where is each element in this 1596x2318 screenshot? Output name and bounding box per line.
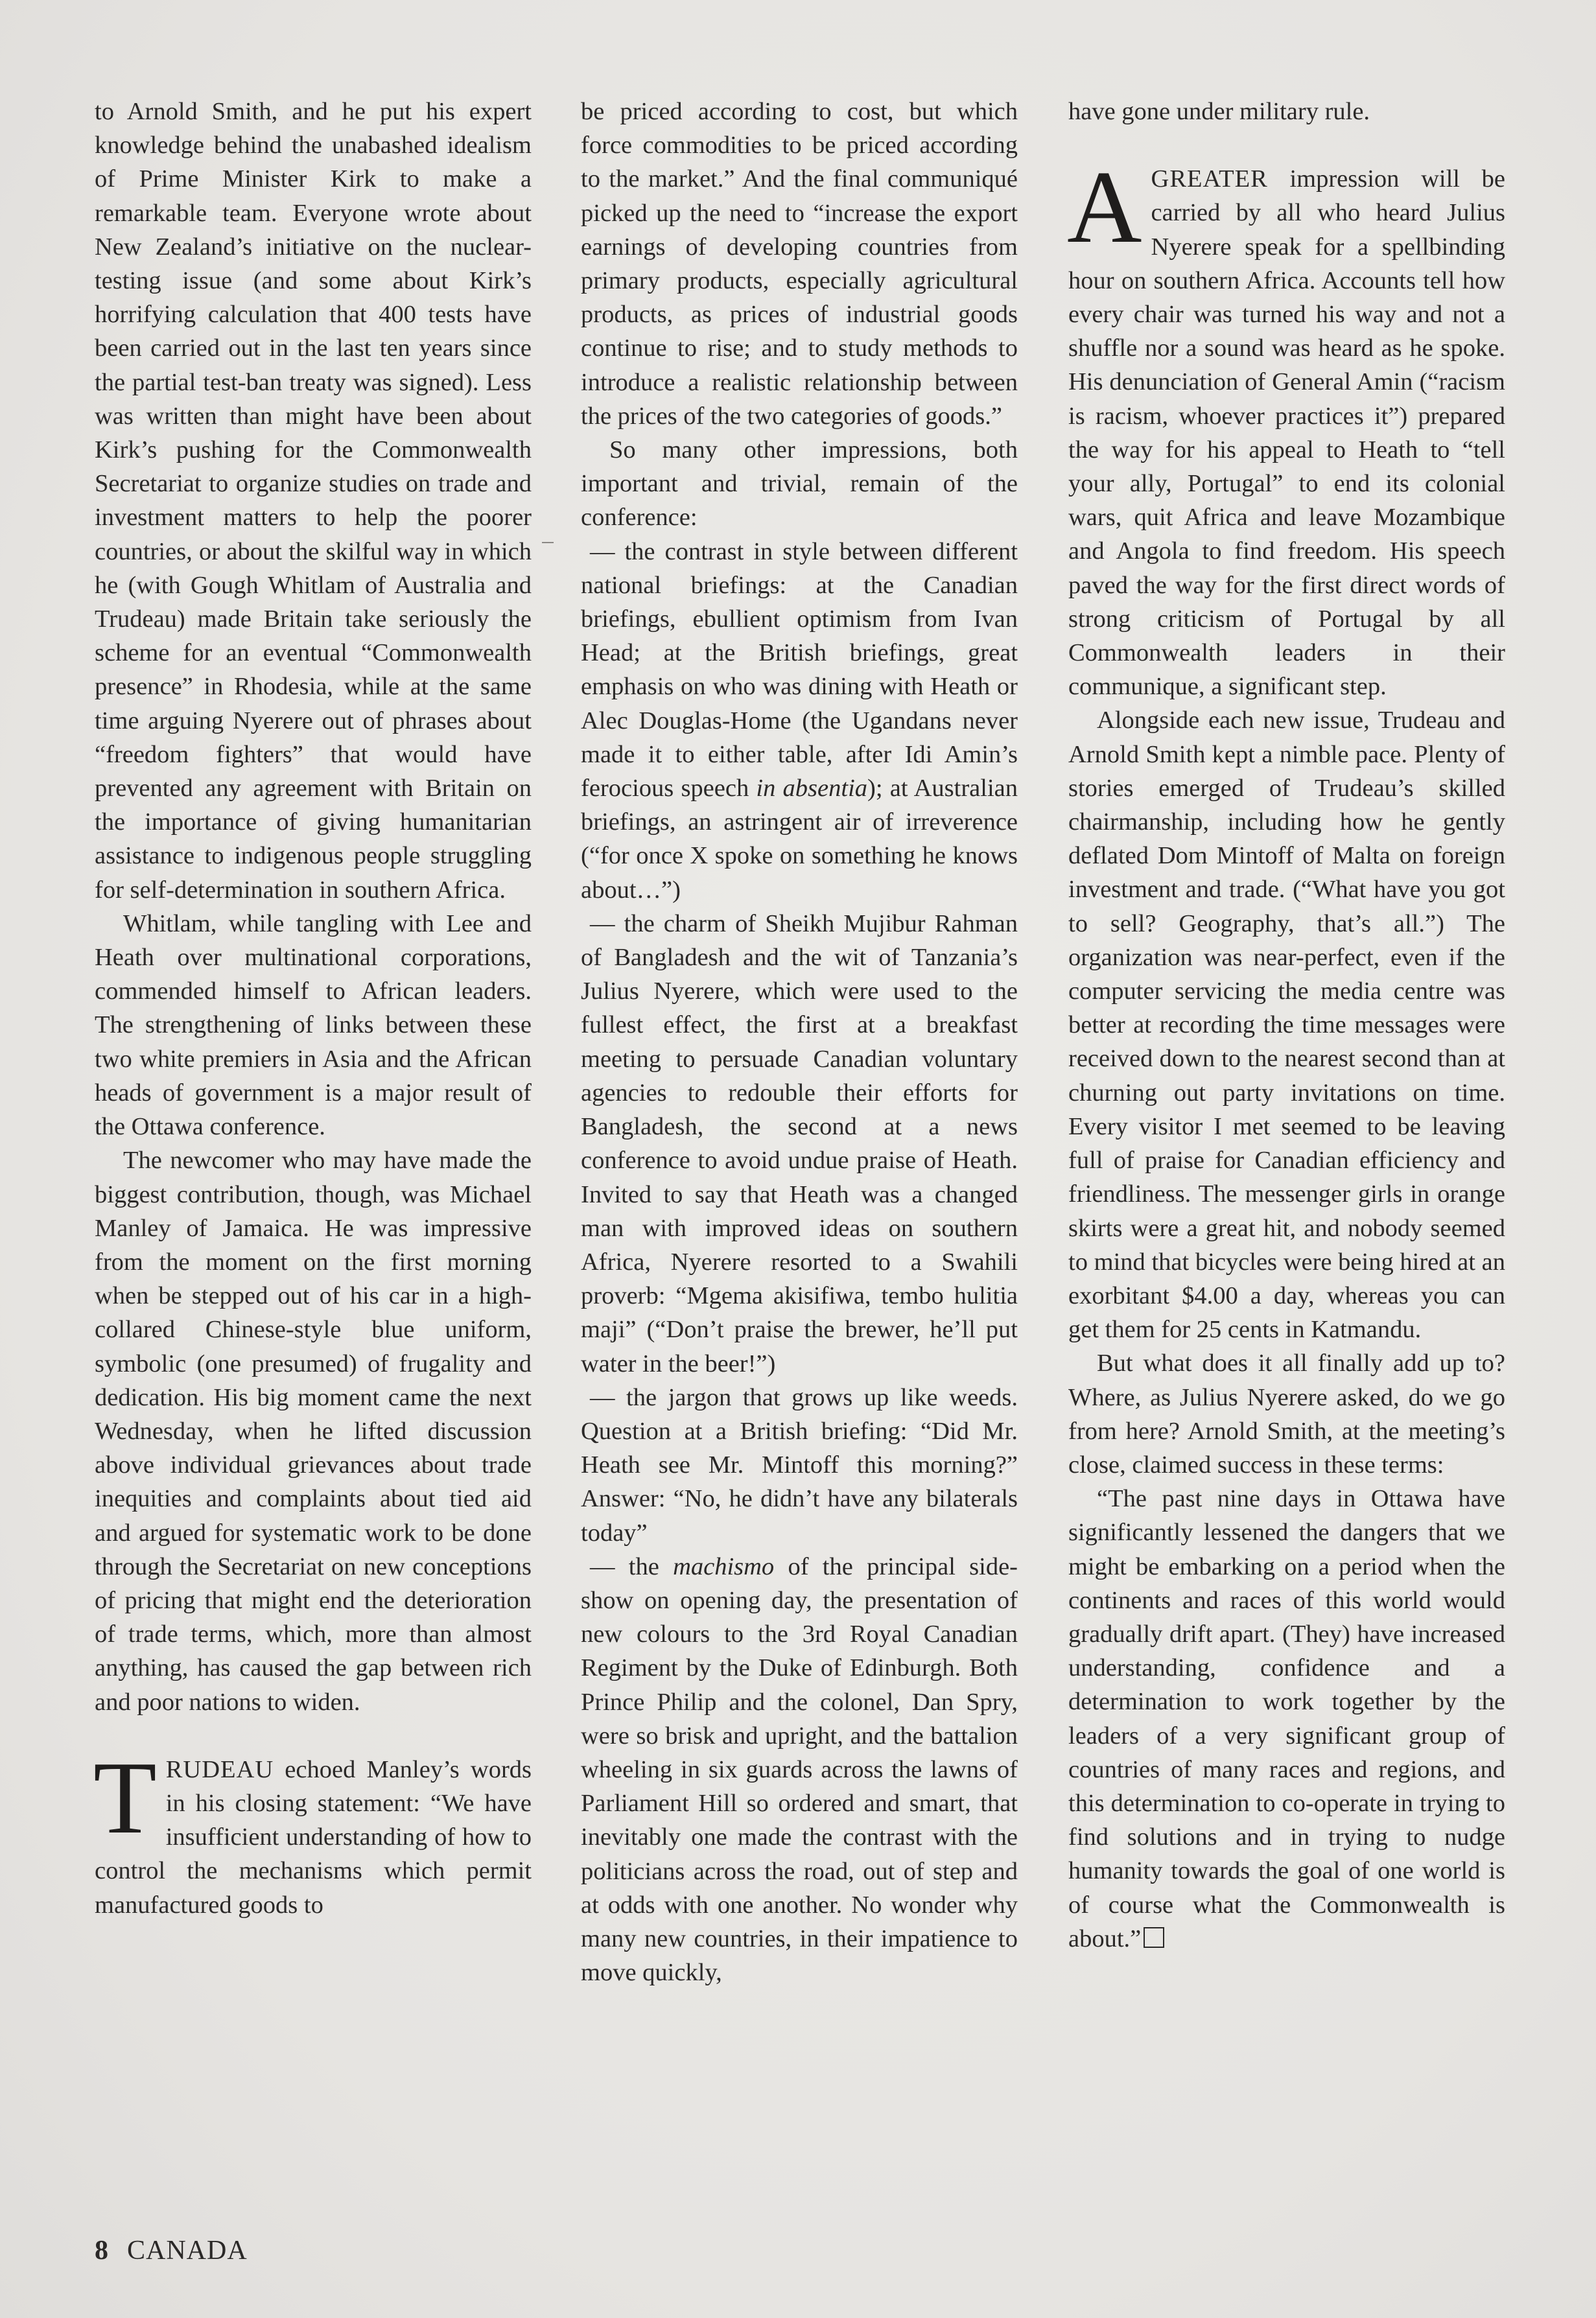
- paragraph-text: echoed Manley’s words in his closing statement: “We have insufficient understanding of how to control the mechanisms which permit manufactured goods to: [95, 1755, 532, 1919]
- paragraph: So many other impressions, both important and trivial, remain of the conference:: [581, 436, 1018, 532]
- paragraph: to Arnold Smith, and he put his expert knowledge behind the unabashed idealism of Prime Minister Kirk to make a remarkable team. Everyone wrote about New Zealand’s initiative on the nuclear-testing issue (and some about Kirk’s horrifying calculation that 400 tests have been carried out in the last ten years since the partial test-ban treaty was signed). Less was written than might have been about Kirk’s pushing for the Commonwealth Secretariat to organize studies on trade and investment matters to help the poorer countries, or about the skilful way in which he (with Gough Whitlam of Australia and Trudeau) made Britain take seriously the scheme for an eventual “Commonwealth presence” in Rhodesia, while at the same time arguing Nyerere out of phrases about “freedom fighters” that would have prevented any agreement with Britain on the importance of giving humanitarian assistance to indigenous people struggling for self-determination in southern Africa.: [95, 98, 532, 904]
- paragraph-text: impression will be carried by all who heard Julius Nyerere speak for a spellbinding hour on southern Africa. Accounts tell how every chair was turned his way and not a shuffle nor a sound was heard as he spoke. His denunciation of General Amin (“racism is racism, whoever practices it”) prepared the way for his appeal to Heath to “tell your ally, Portugal” to end its colonial wars, quit Africa and leave Mozambique and Angola to find freedom. His speech paved the way for the first direct words of strong criticism of Portugal by all Commonwealth leaders in their communique, a significant step.: [1068, 165, 1505, 701]
- list-item-text: — the: [590, 1552, 674, 1580]
- paragraph: The newcomer who may have made the biggest contribution, though, was Michael Manley of Jamaica. He was impressive from the moment on the first morning when be stepped out of his car in a high-collared Chinese-style blue uniform, symbolic (one presumed) of frugality and dedication. His big moment came the next Wednesday, when he lifted discussion above individual grievances about trade inequities and complaints about tied aid and argued for systematic work to be done through the Secretariat on new conceptions of pricing that might end the deterioration of trade terms, which, more than almost anything, has caused the gap between rich and poor nations to widen.: [95, 1147, 532, 1716]
- page-footer: [95, 2235, 248, 2266]
- paragraph: have gone under military rule.: [1068, 98, 1370, 125]
- paragraph: But what does it all finally add up to? Where, as Julius Nyerere asked, do we go from here? Arnold Smith, at the meeting’s close, claimed success in these terms:: [1068, 1350, 1505, 1479]
- drop-cap: T: [93, 1739, 157, 1855]
- list-item: — the charm of Sheikh Mujibur Rahman of Bangladesh and the wit of Tanzania’s Julius Nyerere, which were used to the fullest effect, the first at a breakfast meeting to persuade Canadian voluntary agencies to redouble their efforts for Bangladesh, the second at a news conference to avoid undue praise of Heath. Invited to say that Heath was a changed man with improved ideas on southern Africa, Nyerere resorted to a Swahili proverb: “Mgema akisifiwa, tembo hulitia maji” (“Don’t praise the brewer, he’ll put water in the beer!”): [581, 909, 1018, 1377]
- list-item: — the jargon that grows up like weeds. Question at a British briefing: “Did Mr. Heath see Mr. Mintoff this morning?” Answer: “No, he didn’t have any bilaterals today”: [581, 1383, 1018, 1547]
- paragraph-with-dropcap: [93, 1739, 532, 1922]
- italic-text: machismo: [673, 1552, 775, 1580]
- magazine-name: CANADA: [127, 2236, 248, 2265]
- list-item: [581, 535, 1018, 907]
- paragraph: be priced according to cost, but which force commodities to be priced according to the market.” And the final communiqué picked up the need to “increase the export earnings of developing countries from primary products, especially agricultural products, as prices of industrial goods continue to rise; and to study methods to introduce a realistic relationship between the prices of the two categories of goods.”: [581, 98, 1018, 430]
- paragraph: Alongside each new issue, Trudeau and Arnold Smith kept a nimble pace. Plenty of stories emerged of Trudeau’s skilled chairmanship, including how he gently deflated Dom Mintoff of Malta on foreign investment and trade. (“What have you got to sell? Geography, that’s all.”) The organization was near-perfect, even if the computer servicing the media centre was better at recording the time messages were received down to the nearest second than at churning out party invitations on time. Every visitor I met seemed to be leaving full of praise for Canadian efficiency and friendliness. The messenger girls in orange skirts were a great hit, and nobody seemed to mind that bicycles were being hired at an exorbitant $4.00 a day, whereas you can get them for 25 cents in Katmandu.: [1068, 707, 1505, 1344]
- quote-text: “The past nine days in Ottawa have significantly lessened the dangers that we might be embarking on a period when the continents and races of this world would gradually drift apart. (They) have increased understanding, confidence and a determination to work together by the leaders of a very significant group of countries of many races and regions, and this determination to co-operate in trying to find solutions and in trying to nudge humanity towards the goal of one world is of course what the Commonwealth is about.”: [1068, 1485, 1505, 1952]
- page-number: 8: [95, 2236, 109, 2265]
- list-item-text: of the principal side-show on opening day, the presentation of new colours to the 3rd Royal Canadian Regiment by the Duke of Edinburgh. Both Prince Philip and the colonel, Dan Spry, were so brisk and upright, and the battalion wheeling in six guards across the lawns of Parliament Hill so ordered and smart, that inevitably one made the contrast with the politicians across the road, out of step and at odds with one another. No wonder why many new countries, in their impatience to move quickly,: [581, 1552, 1018, 1987]
- end-of-article-icon: [1144, 1927, 1164, 1948]
- list-item: [581, 1550, 1018, 1990]
- paragraph-with-dropcap: [1067, 149, 1505, 703]
- small-caps-lead: RUDEAU: [165, 1755, 274, 1783]
- list-item-text: ); at Australian briefings, an astringent air of irreverence (“for once X spoke on something he knows about…”): [581, 775, 1018, 904]
- list-item-text: — the contrast in style between different national briefings: at the Canadian briefings, ebullient optimism from Ivan Head; at the British briefings, great emphasis on who was dining with Heath or Alec Douglas-Home (the Ugandans never made it to either table, after Idi Amin’s ferocious speech: [581, 537, 1018, 802]
- text-column-3: [1068, 95, 1505, 1956]
- text-column-1: [95, 95, 532, 1922]
- closing-quote-paragraph: [1068, 1482, 1505, 1956]
- italic-text: in absentia: [756, 775, 868, 802]
- paragraph: Whitlam, while tangling with Lee and Heath over multinational corporations, commended himself to African leaders. The strengthening of links between these two white premiers in Asia and the African heads of government is a major result of the Ottawa conference.: [95, 909, 532, 1141]
- drop-cap: A: [1067, 149, 1142, 265]
- section-break: [95, 1719, 532, 1753]
- small-caps-lead: GREATER: [1151, 165, 1268, 193]
- text-column-2: [581, 95, 1018, 1989]
- margin-mark: [542, 542, 554, 543]
